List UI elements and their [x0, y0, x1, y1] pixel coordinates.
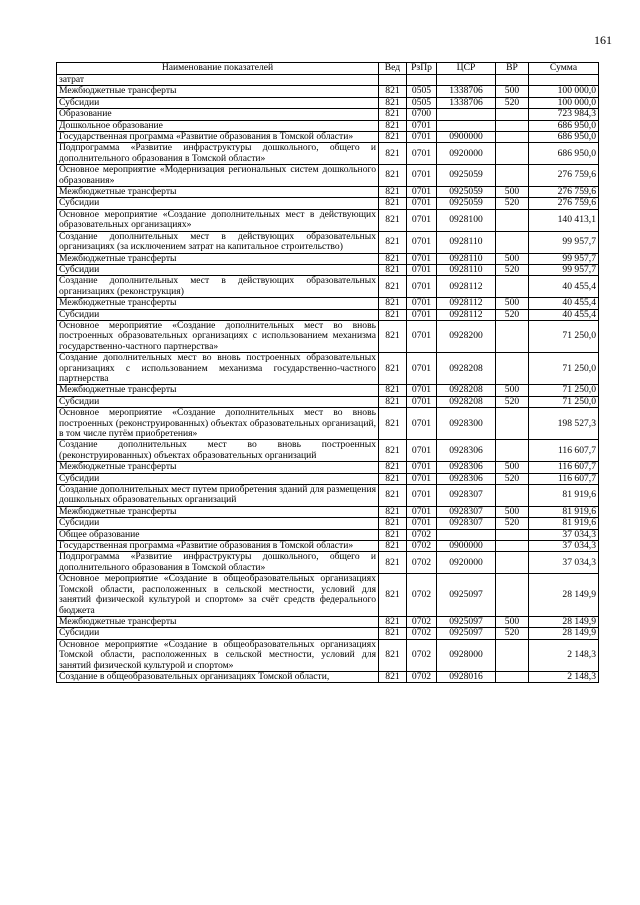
cell-rzpr: 0701	[407, 198, 437, 209]
cell-rzpr: 0505	[407, 86, 437, 97]
cell-sum: 37 034,3	[529, 529, 599, 540]
cell-rzpr: 0702	[407, 541, 437, 552]
cell-ved: 821	[379, 143, 407, 165]
cell-ved: 821	[379, 109, 407, 120]
cell-name: Основное мероприятие «Модернизация региональных систем дошкольного образования»	[57, 165, 379, 187]
cell-sum: 686 950,0	[529, 132, 599, 143]
cell-csr: 0925097	[437, 574, 496, 617]
cell-sum: 276 759,6	[529, 198, 599, 209]
cell-csr: 0925059	[437, 187, 496, 198]
header-csr: ЦСР	[437, 63, 496, 75]
table-row	[57, 143, 599, 165]
cell-name: Субсидии	[57, 198, 379, 209]
cell-csr: 0928307	[437, 518, 496, 529]
cell-vr: 500	[496, 298, 529, 309]
cell-ved: 821	[379, 485, 407, 507]
table-row	[57, 529, 599, 540]
table-body	[57, 75, 599, 683]
cell-vr: 500	[496, 86, 529, 97]
cell-csr: 0928110	[437, 253, 496, 264]
cell-sum: 686 950,0	[529, 120, 599, 131]
cell-rzpr: 0701	[407, 209, 437, 231]
cell-csr: 0928110	[437, 231, 496, 253]
cell-rzpr: 0701	[407, 132, 437, 143]
cell-ved: 821	[379, 506, 407, 517]
cell-rzpr: 0701	[407, 264, 437, 275]
table-row	[57, 97, 599, 108]
cell-csr: 0928208	[437, 353, 496, 385]
cell-name: Создание дополнительных мест в действующих образовательных организациях (реконструкция)	[57, 276, 379, 298]
cell-ved: 821	[379, 552, 407, 574]
cell-sum: 71 250,0	[529, 353, 599, 385]
cell-vr	[496, 671, 529, 682]
cell-sum: 40 455,4	[529, 276, 599, 298]
table-row	[57, 552, 599, 574]
table-row	[57, 132, 599, 143]
cell-rzpr: 0701	[407, 485, 437, 507]
cell-sum: 686 950,0	[529, 143, 599, 165]
cell-ved: 821	[379, 541, 407, 552]
cell-ved: 821	[379, 298, 407, 309]
cell-csr: 0900000	[437, 541, 496, 552]
cell-sum: 116 607,7	[529, 440, 599, 462]
table-row	[57, 639, 599, 671]
cell-csr: 0928307	[437, 485, 496, 507]
cell-ved: 821	[379, 253, 407, 264]
cell-ved: 821	[379, 165, 407, 187]
table-row	[57, 440, 599, 462]
cell-name: Создание в общеобразовательных организациях Томской области,	[57, 671, 379, 682]
cell-sum: 28 149,9	[529, 628, 599, 639]
cell-name: Субсидии	[57, 264, 379, 275]
cell-name: Создание дополнительных мест в действующих образовательных организациях (за исключением затрат на капитальное строительство)	[57, 231, 379, 253]
cell-csr: 0928112	[437, 309, 496, 320]
cell-ved: 821	[379, 440, 407, 462]
cell-rzpr: 0701	[407, 187, 437, 198]
cell-sum: 2 148,3	[529, 671, 599, 682]
cell-sum: 40 455,4	[529, 309, 599, 320]
cell-rzpr: 0701	[407, 518, 437, 529]
table-row	[57, 109, 599, 120]
cell-sum: 40 455,4	[529, 298, 599, 309]
cell-rzpr: 0701	[407, 353, 437, 385]
table-row	[57, 616, 599, 627]
cell-name: Создание дополнительных мест путем приобретения зданий для размещения дошкольных образовательных организаций	[57, 485, 379, 507]
cell-sum: 276 759,6	[529, 165, 599, 187]
cell-csr: 0920000	[437, 552, 496, 574]
cell-vr	[496, 276, 529, 298]
cell-name: Основное мероприятие «Создание дополнительных мест во вновь построенных (реконструированных) объектах образовательных организаций, в том числе путём приобретения»	[57, 408, 379, 440]
table-row	[57, 75, 599, 86]
cell-ved: 821	[379, 187, 407, 198]
table-row	[57, 485, 599, 507]
cell-csr: 0925097	[437, 628, 496, 639]
cell-vr: 500	[496, 187, 529, 198]
cell-csr: 0925097	[437, 616, 496, 627]
cell-rzpr: 0701	[407, 440, 437, 462]
cell-ved: 821	[379, 353, 407, 385]
cell-ved: 821	[379, 309, 407, 320]
cell-csr: 0928110	[437, 264, 496, 275]
cell-vr	[496, 529, 529, 540]
cell-sum: 71 250,0	[529, 320, 599, 352]
cell-ved: 821	[379, 320, 407, 352]
cell-vr: 520	[496, 396, 529, 407]
table-row	[57, 396, 599, 407]
cell-name: Межбюджетные трансферты	[57, 506, 379, 517]
cell-sum: 37 034,3	[529, 541, 599, 552]
cell-name: Субсидии	[57, 97, 379, 108]
cell-ved	[379, 75, 407, 86]
cell-ved: 821	[379, 628, 407, 639]
cell-sum: 198 527,3	[529, 408, 599, 440]
cell-vr: 520	[496, 473, 529, 484]
cell-name: Субсидии	[57, 518, 379, 529]
table-row	[57, 473, 599, 484]
cell-csr: 0928306	[437, 473, 496, 484]
cell-name: Основное мероприятие «Создание дополнительных мест во вновь построенных образовательных организациях с использованием механизма государственно-частного партнерства»	[57, 320, 379, 352]
cell-rzpr: 0701	[407, 298, 437, 309]
cell-name: Субсидии	[57, 628, 379, 639]
cell-vr	[496, 120, 529, 131]
cell-rzpr: 0702	[407, 616, 437, 627]
cell-csr: 0928306	[437, 462, 496, 473]
table-row	[57, 408, 599, 440]
cell-rzpr: 0701	[407, 396, 437, 407]
cell-sum: 81 919,6	[529, 485, 599, 507]
cell-vr	[496, 574, 529, 617]
cell-vr: 500	[496, 462, 529, 473]
cell-vr	[496, 209, 529, 231]
cell-vr: 500	[496, 385, 529, 396]
cell-ved: 821	[379, 518, 407, 529]
cell-vr	[496, 143, 529, 165]
table-row	[57, 253, 599, 264]
cell-sum: 28 149,9	[529, 616, 599, 627]
cell-csr: 0928307	[437, 506, 496, 517]
cell-sum: 99 957,7	[529, 231, 599, 253]
cell-name: Создание дополнительных мест во вновь построенных образовательных организациях с использованием механизма государственно-частного партнерства	[57, 353, 379, 385]
table-row	[57, 209, 599, 231]
cell-ved: 821	[379, 529, 407, 540]
cell-csr: 0928300	[437, 408, 496, 440]
cell-csr: 1338706	[437, 86, 496, 97]
page-number: 161	[594, 33, 612, 47]
table-row	[57, 462, 599, 473]
cell-rzpr: 0701	[407, 165, 437, 187]
cell-rzpr	[407, 75, 437, 86]
table-row	[57, 541, 599, 552]
cell-sum	[529, 75, 599, 86]
table-row	[57, 353, 599, 385]
cell-name: Межбюджетные трансферты	[57, 462, 379, 473]
cell-csr	[437, 75, 496, 86]
cell-rzpr: 0701	[407, 120, 437, 131]
cell-name: Государственная программа «Развитие образования в Томской области»	[57, 132, 379, 143]
cell-ved: 821	[379, 132, 407, 143]
cell-name: Субсидии	[57, 396, 379, 407]
cell-csr: 0928208	[437, 396, 496, 407]
cell-sum: 116 607,7	[529, 473, 599, 484]
cell-ved: 821	[379, 86, 407, 97]
cell-sum: 71 250,0	[529, 385, 599, 396]
cell-csr: 0920000	[437, 143, 496, 165]
cell-ved: 821	[379, 574, 407, 617]
cell-ved: 821	[379, 462, 407, 473]
cell-ved: 821	[379, 209, 407, 231]
table-row	[57, 309, 599, 320]
cell-rzpr: 0702	[407, 552, 437, 574]
cell-vr: 500	[496, 616, 529, 627]
cell-csr: 0900000	[437, 132, 496, 143]
table-row	[57, 86, 599, 97]
cell-name: Общее образование	[57, 529, 379, 540]
cell-rzpr: 0700	[407, 109, 437, 120]
cell-vr: 500	[496, 506, 529, 517]
table-row	[57, 264, 599, 275]
cell-csr: 0928016	[437, 671, 496, 682]
cell-rzpr: 0701	[407, 462, 437, 473]
cell-vr: 520	[496, 264, 529, 275]
header-rzpr: РзПр	[407, 63, 437, 75]
cell-ved: 821	[379, 473, 407, 484]
cell-ved: 821	[379, 616, 407, 627]
cell-rzpr: 0701	[407, 506, 437, 517]
cell-vr	[496, 408, 529, 440]
cell-rzpr: 0702	[407, 529, 437, 540]
cell-sum: 99 957,7	[529, 253, 599, 264]
cell-csr	[437, 529, 496, 540]
cell-ved: 821	[379, 385, 407, 396]
cell-csr: 0928200	[437, 320, 496, 352]
cell-name: Межбюджетные трансферты	[57, 616, 379, 627]
cell-vr	[496, 639, 529, 671]
header-ved: Вед	[379, 63, 407, 75]
cell-rzpr: 0701	[407, 385, 437, 396]
table-header-row	[57, 63, 599, 75]
cell-name: Межбюджетные трансферты	[57, 86, 379, 97]
table-row	[57, 385, 599, 396]
cell-rzpr: 0505	[407, 97, 437, 108]
cell-rzpr: 0702	[407, 671, 437, 682]
table-row	[57, 231, 599, 253]
cell-rzpr: 0702	[407, 574, 437, 617]
table-row	[57, 187, 599, 198]
cell-sum: 99 957,7	[529, 264, 599, 275]
table-row	[57, 628, 599, 639]
cell-csr: 0928112	[437, 298, 496, 309]
cell-vr	[496, 132, 529, 143]
cell-sum: 71 250,0	[529, 396, 599, 407]
cell-vr: 500	[496, 253, 529, 264]
cell-name: Межбюджетные трансферты	[57, 385, 379, 396]
table-row	[57, 120, 599, 131]
table-row	[57, 671, 599, 682]
cell-vr	[496, 485, 529, 507]
cell-vr	[496, 440, 529, 462]
cell-vr	[496, 541, 529, 552]
cell-ved: 821	[379, 198, 407, 209]
cell-vr: 520	[496, 518, 529, 529]
cell-rzpr: 0702	[407, 628, 437, 639]
cell-csr	[437, 109, 496, 120]
cell-sum: 723 984,3	[529, 109, 599, 120]
header-vr: ВР	[496, 63, 529, 75]
cell-sum: 37 034,3	[529, 552, 599, 574]
cell-name: Межбюджетные трансферты	[57, 187, 379, 198]
cell-rzpr: 0701	[407, 309, 437, 320]
cell-vr	[496, 353, 529, 385]
cell-vr: 520	[496, 198, 529, 209]
header-name: Наименование показателей	[57, 63, 379, 75]
cell-csr: 0928100	[437, 209, 496, 231]
cell-sum: 81 919,6	[529, 506, 599, 517]
cell-vr	[496, 109, 529, 120]
cell-csr: 1338706	[437, 97, 496, 108]
cell-ved: 821	[379, 639, 407, 671]
cell-vr: 520	[496, 309, 529, 320]
cell-name: Подпрограмма «Развитие инфраструктуры дошкольного, общего и дополнительного образования в Томской области»	[57, 143, 379, 165]
cell-rzpr: 0701	[407, 320, 437, 352]
cell-csr: 0925059	[437, 165, 496, 187]
table-row	[57, 198, 599, 209]
cell-name: Создание дополнительных мест во вновь построенных (реконструированных) объектах образовательных организаций	[57, 440, 379, 462]
cell-vr: 520	[496, 97, 529, 108]
cell-csr: 0928208	[437, 385, 496, 396]
cell-rzpr: 0701	[407, 408, 437, 440]
cell-name: Основное мероприятие «Создание в общеобразовательных организациях Томской области, расположенных в сельской местности, условий для занятий физической культурой и спортом» за счёт средств федерального бюджета	[57, 574, 379, 617]
cell-vr	[496, 231, 529, 253]
cell-ved: 821	[379, 264, 407, 275]
cell-name: Основное мероприятие «Создание в общеобразовательных организациях Томской области, расположенных в сельской местности, условий для занятий физической культурой и спортом»	[57, 639, 379, 671]
table-row	[57, 506, 599, 517]
table-row	[57, 320, 599, 352]
cell-name: Субсидии	[57, 309, 379, 320]
cell-csr: 0928112	[437, 276, 496, 298]
cell-vr	[496, 320, 529, 352]
cell-vr: 520	[496, 628, 529, 639]
cell-ved: 821	[379, 671, 407, 682]
cell-sum: 140 413,1	[529, 209, 599, 231]
cell-sum: 100 000,0	[529, 86, 599, 97]
cell-csr: 0925059	[437, 198, 496, 209]
cell-vr	[496, 75, 529, 86]
cell-csr	[437, 120, 496, 131]
cell-name: Дошкольное образование	[57, 120, 379, 131]
cell-rzpr: 0701	[407, 231, 437, 253]
cell-vr	[496, 165, 529, 187]
cell-rzpr: 0701	[407, 253, 437, 264]
cell-sum: 28 149,9	[529, 574, 599, 617]
table-row	[57, 165, 599, 187]
table-row	[57, 298, 599, 309]
cell-name: Основное мероприятие «Создание дополнительных мест в действующих образовательных организациях»	[57, 209, 379, 231]
cell-name: Межбюджетные трансферты	[57, 253, 379, 264]
cell-rzpr: 0702	[407, 639, 437, 671]
cell-name: Государственная программа «Развитие образования в Томской области»	[57, 541, 379, 552]
cell-csr: 0928000	[437, 639, 496, 671]
cell-name: Подпрограмма «Развитие инфраструктуры дошкольного, общего и дополнительного образования в Томской области»	[57, 552, 379, 574]
cell-name: Межбюджетные трансферты	[57, 298, 379, 309]
cell-ved: 821	[379, 396, 407, 407]
cell-name: Образование	[57, 109, 379, 120]
cell-name: затрат	[57, 75, 379, 86]
cell-ved: 821	[379, 408, 407, 440]
cell-rzpr: 0701	[407, 473, 437, 484]
cell-ved: 821	[379, 231, 407, 253]
cell-rzpr: 0701	[407, 276, 437, 298]
table-row	[57, 276, 599, 298]
header-sum: Сумма	[529, 63, 599, 75]
table-row	[57, 574, 599, 617]
cell-ved: 821	[379, 97, 407, 108]
table-row	[57, 518, 599, 529]
cell-csr: 0928306	[437, 440, 496, 462]
cell-name: Субсидии	[57, 473, 379, 484]
cell-sum: 2 148,3	[529, 639, 599, 671]
cell-sum: 116 607,7	[529, 462, 599, 473]
cell-ved: 821	[379, 276, 407, 298]
cell-sum: 276 759,6	[529, 187, 599, 198]
cell-sum: 81 919,6	[529, 518, 599, 529]
cell-vr	[496, 552, 529, 574]
cell-rzpr: 0701	[407, 143, 437, 165]
cell-sum: 100 000,0	[529, 97, 599, 108]
cell-ved: 821	[379, 120, 407, 131]
budget-table	[56, 62, 599, 683]
